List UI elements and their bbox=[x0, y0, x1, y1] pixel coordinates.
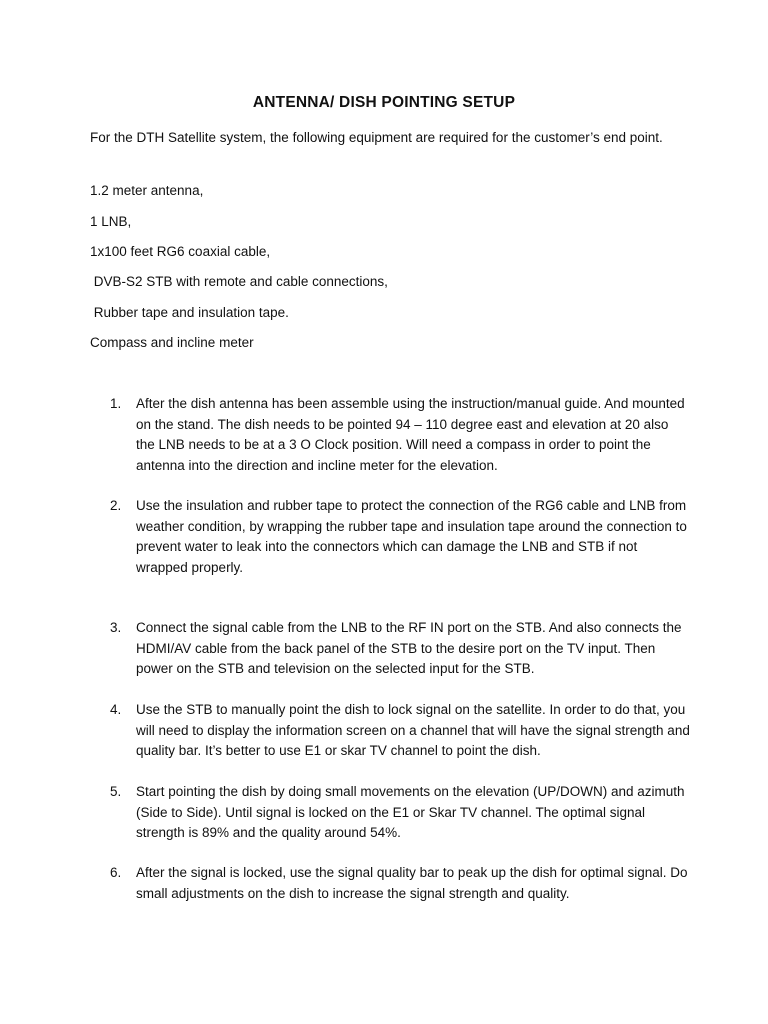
step-item bbox=[110, 394, 690, 476]
step-text: After the dish antenna has been assemble using the instruction/manual guide. And mounted on the stand. The dish needs to be pointed 94 – 110 degree east and elevation at 20 also the LNB needs to be at a 3 O Clock position. Will need a compass in order to point the antenna into the direction and incline meter for the elevation. bbox=[136, 396, 685, 473]
equipment-item: DVB-S2 STB with remote and cable connections, bbox=[90, 274, 388, 289]
equipment-item: 1 LNB, bbox=[90, 214, 132, 229]
step-text: Use the STB to manually point the dish to lock signal on the satellite. In order to do that, you will need to display the information screen on a channel that will have the signal strength and quality bar. It’s better to use E1 or skar TV channel to point the dish. bbox=[136, 702, 690, 759]
step-number: 4. bbox=[110, 702, 122, 717]
step-text: Start pointing the dish by doing small movements on the elevation (UP/DOWN) and azimuth (Side to Side). Until signal is locked on the E1 or Skar TV channel. The optimal signal strength is 89% and the quality around 54%. bbox=[136, 784, 685, 841]
step-number: 6. bbox=[110, 865, 122, 880]
equipment-item: 1x100 feet RG6 coaxial cable, bbox=[90, 244, 271, 259]
step-item bbox=[110, 863, 690, 904]
step-text: After the signal is locked, use the signal quality bar to peak up the dish for optimal signal. Do small adjustments on the dish to increase the signal strength and quality. bbox=[136, 865, 688, 901]
step-number: 1. bbox=[110, 396, 122, 411]
intro-paragraph: For the DTH Satellite system, the following equipment are required for the customer’s end point. bbox=[90, 130, 663, 145]
step-item bbox=[110, 700, 690, 762]
step-text: Connect the signal cable from the LNB to the RF IN port on the STB. And also connects the HDMI/AV cable from the back panel of the STB to the desire port on the TV input. Then power on the STB and television on the selected input for the STB. bbox=[136, 620, 682, 677]
step-item bbox=[110, 618, 690, 680]
step-number: 3. bbox=[110, 620, 122, 635]
equipment-item: 1.2 meter antenna, bbox=[90, 183, 204, 198]
page-title: ANTENNA/ DISH POINTING SETUP bbox=[252, 94, 516, 111]
step-number: 5. bbox=[110, 784, 122, 799]
step-number: 2. bbox=[110, 498, 122, 513]
step-item bbox=[110, 782, 690, 844]
equipment-item: Compass and incline meter bbox=[90, 335, 254, 350]
step-text: Use the insulation and rubber tape to protect the connection of the RG6 cable and LNB from weather condition, by wrapping the rubber tape and insulation tape around the connection to prevent water to leak into the connectors which can damage the LNB and STB if not wrapped properly. bbox=[136, 498, 687, 575]
equipment-item: Rubber tape and insulation tape. bbox=[90, 305, 289, 320]
step-item bbox=[110, 496, 690, 578]
